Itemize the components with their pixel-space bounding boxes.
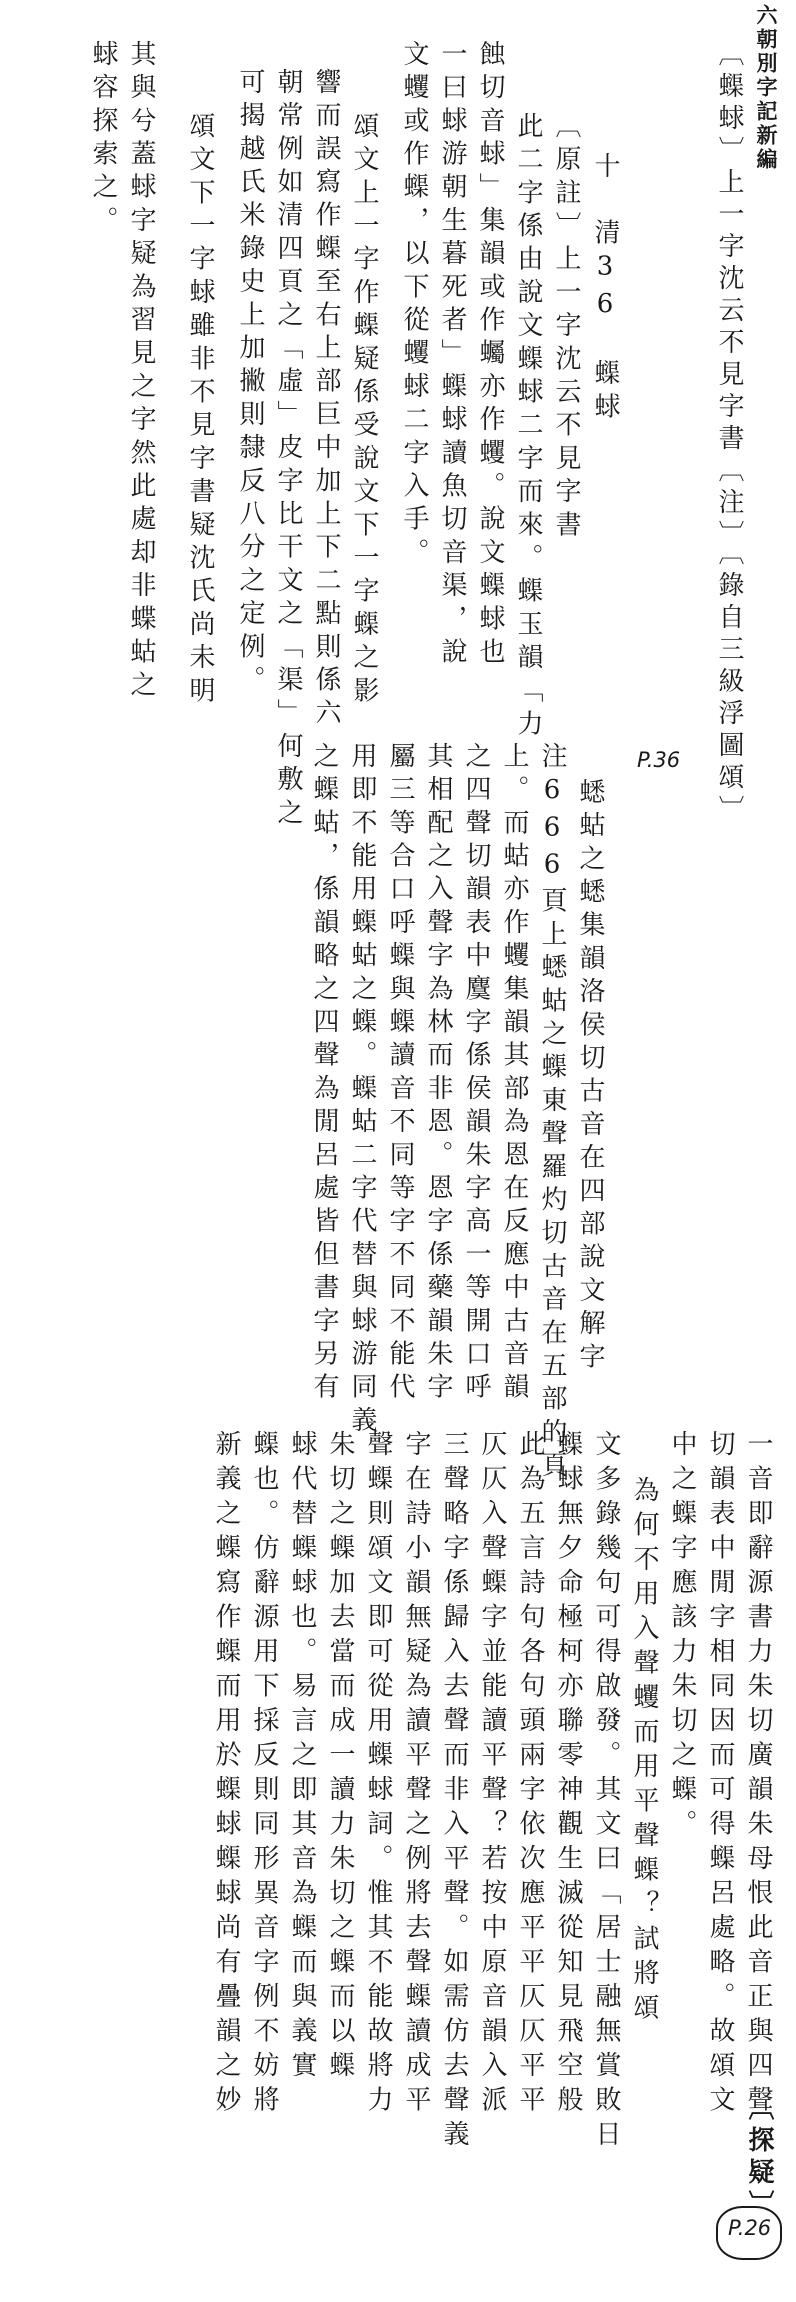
bottom-column: 蟝蛷無夕命極柯亦聯零神觀生滅從知見飛空般 xyxy=(553,1430,583,2120)
top-column: 可揭越氏米錄史上加撇則隸反八分之定例。 xyxy=(235,68,265,699)
bottom-column: 切韻表中閒字相同因而可得蟝呂處略。故頌文 xyxy=(705,1430,735,2120)
middle-column: 用即不能用蟝蛄之蟝。蟝蛄二字代替與蛷游同義 xyxy=(347,742,377,1440)
bottom-column: 朱切之蟝加去當而成一讀力朱切之蟝而以蟝 xyxy=(325,1430,355,2086)
closing-tag: 〔探疑〕 xyxy=(744,2094,774,2222)
bottom-column: 此為五言詩句各句頭兩字依次應平平仄仄平平 xyxy=(515,1430,545,2120)
middle-column: 上。而蛄亦作蠼集韻其部為恩在反應中古音韻 xyxy=(499,742,529,1406)
middle-column: 注666頁上蟋蛄之蟝東聲羅灼切古音在五部的頁 xyxy=(537,742,567,1485)
top-column: 蝕切音蛷」集韻或作蠾亦作蠼。說文蟝蛷也 xyxy=(475,40,505,671)
top-column: 頌文上一字作蟝疑係受說文下一字蟝之影 xyxy=(349,112,379,710)
top-column: 此二字係由說文蟝蛷二字而來。蟝玉韻「力 xyxy=(513,112,543,743)
top-column: 蛷容探索之。 xyxy=(88,40,118,240)
bottom-column: 為何不用入聲蠼而用平聲蟝？試將頌 xyxy=(629,1476,659,2028)
bottom-column: 三聲略字係歸入去聲而非入平聲。如需仿去聲義 xyxy=(439,1430,469,2155)
middle-column: 之四聲切韻表中麌字係侯韻朱字高一等開口呼 xyxy=(461,742,491,1406)
top-column: 〔原註〕上一字沈云不見字書 xyxy=(551,112,581,544)
bottom-column: 文多錄幾句可得啟發。其文曰「居士融無賞敗日 xyxy=(591,1430,621,2155)
middle-column: 之蟝蛄，係韻略之四聲為閒呂處皆但書字另有 xyxy=(309,742,339,1406)
entry-number-line: 十 清36 蟝蛷 xyxy=(590,152,620,426)
bottom-column: 聲蟝則頌文即可從用蟝蛷詞。惟其不能故將力 xyxy=(363,1430,393,2120)
bottom-column: 字在詩小韻無疑為讀平聲之例將去聲蟝讀成平 xyxy=(401,1430,431,2120)
top-column: 一曰蛷游朝生暮死者」蟝蛷讀魚切音渠，說 xyxy=(437,40,467,671)
top-column: 文蠼或作蟝，以下從蠼蛷二字入手。 xyxy=(399,40,429,572)
bottom-column: 一音即辭源書力朱切廣韻朱母恨此音正與四聲 xyxy=(743,1430,773,2120)
top-column: 頌文下一字蛷雖非不見字書疑沈氏尚未明 xyxy=(185,112,215,710)
page-ref-1: P.36 xyxy=(637,748,681,772)
bottom-column: 新義之蟝寫作蟝而用於蟝蛷蟝蛷尚有疊韻之妙 xyxy=(211,1430,241,2120)
top-column: 響而誤寫作蟝至右上部巨中加上下二點則係六 xyxy=(311,68,341,732)
collection-header: 六朝別字記新編 xyxy=(754,4,779,172)
bottom-column: 中之蟝字應該力朱切之蟝。 xyxy=(667,1430,697,1844)
middle-column: 其相配之入聲字為林而非恩。恩字係藥韻朱字 xyxy=(423,742,453,1406)
middle-column: 蟋蛄之蟋集韻洛侯切古音在四部說文解字 xyxy=(575,778,605,1376)
top-column: 朝常例如清四頁之「虛」皮字比干文之「渠」何敷之 xyxy=(273,68,303,832)
top-column: 其與兮蓋蛷字疑為習見之字然此處却非蝶蛄之 xyxy=(126,40,156,704)
page-ref-2-bracket xyxy=(716,2206,782,2260)
bottom-column: 蛷代替蟝蛷也。易言之即其音為蟝而與義實 xyxy=(287,1430,317,2086)
bottom-column: 仄仄入聲蟝字並能讀平聲？若按中原音韻入派 xyxy=(477,1430,507,2120)
page-ref-2: P.26 xyxy=(728,2216,772,2240)
bottom-column: 蟝也。仿辭源用下採反則同形異音字例不妨將 xyxy=(249,1430,279,2120)
entry-tag: 〔蟝蛷〕上一字沈云不見字書〔注〕〔錄自三級浮圖頌〕 xyxy=(714,40,744,827)
middle-column: 屬三等合口呼蟝與蟝讀音不同等字不同不能代 xyxy=(385,742,415,1406)
